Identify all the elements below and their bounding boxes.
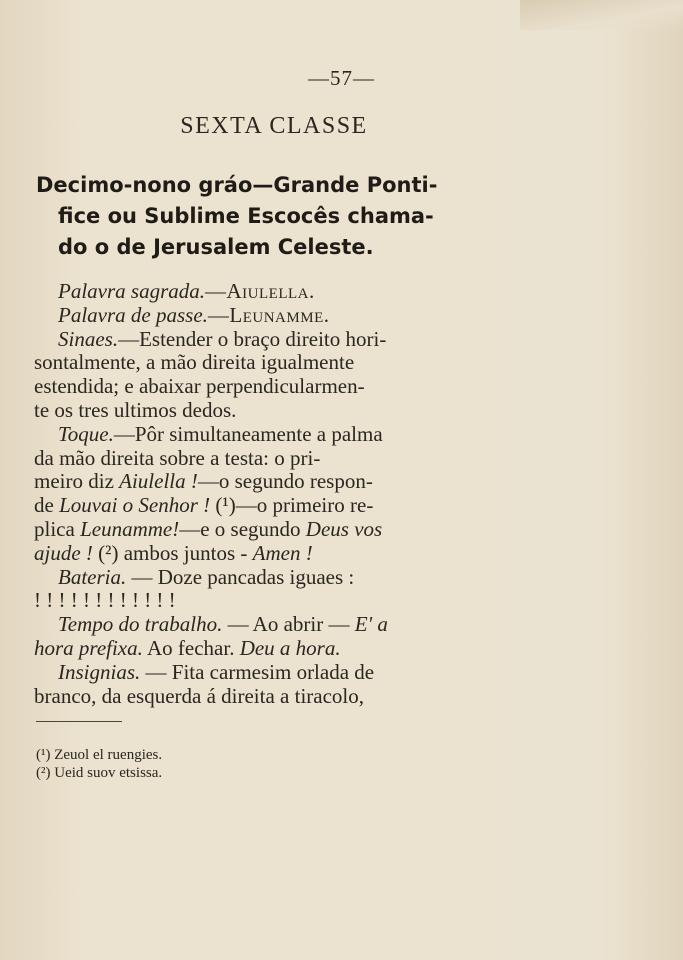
heading-line: do o de Jerusalem Celeste. (58, 235, 374, 259)
insignias-text: — Fita carmesim orlada de (140, 659, 375, 684)
toque-line (34, 542, 509, 566)
tempo-italic: hora prefixa. (34, 635, 143, 660)
section-title: SEXTA CLASSE (180, 113, 368, 139)
heading-line: fice ou Sublime Escocês chama- (58, 204, 434, 228)
insignias-label: Insignias. (58, 659, 141, 684)
palavra-passe-line (34, 304, 509, 328)
toque-text: ambos juntos - (118, 540, 253, 565)
bateria-label: Bateria. (58, 564, 127, 589)
footnote-divider (36, 721, 122, 722)
toque-line: da mão direita sobre a testa: o pri- (34, 445, 321, 470)
toque-label: Toque. (58, 421, 114, 446)
paper-fold (520, 0, 683, 30)
footnote-2: (²) Ueid suov etsissa. (36, 765, 163, 781)
toque-text: —e o segundo (179, 516, 306, 541)
toque-text: —o primeiro re- (235, 493, 374, 518)
palavra-sagrada-value: —Aiulella. (205, 279, 315, 303)
palavra-sagrada-line (34, 280, 509, 304)
palavra-passe-value: —Leunamme. (207, 302, 330, 327)
palavra-sagrada-label: Palavra sagrada. (58, 279, 205, 303)
tempo-label: Tempo do trabalho. (58, 612, 223, 637)
toque-line (34, 494, 509, 518)
sinaes-label: Sinaes. (58, 326, 119, 351)
toque-text: —Pôr simultaneamente a palma (113, 421, 383, 446)
tempo-text: Ao fechar. (142, 635, 240, 660)
body-text (34, 280, 509, 708)
sinaes-text: —Estender o braço direito hori- (118, 326, 387, 351)
footnotes (36, 746, 162, 782)
bateria-marks: ! ! ! ! ! ! ! ! ! ! ! ! (34, 588, 176, 613)
heading-line: Decimo-nono gráo—Grande Ponti- (36, 173, 438, 197)
toque-text: —o segundo respon- (197, 469, 373, 494)
degree-heading (36, 170, 514, 263)
sinaes-line (34, 328, 509, 352)
tempo-line (34, 613, 509, 637)
toque-text: de (34, 493, 60, 518)
insignias-line: branco, da esquerda á direita a tiracolo, (34, 683, 365, 708)
sinaes-line: sontalmente, a mão direita igualmente (34, 350, 355, 375)
tempo-text: — Ao abrir — (222, 612, 355, 637)
page-number: —57— (308, 66, 375, 90)
insignias-line (34, 661, 509, 685)
toque-line (34, 470, 509, 494)
footnote-ref: (²) (98, 540, 119, 565)
toque-italic: Aiulella ! (119, 469, 198, 494)
sinaes-line: te os tres ultimos dedos. (34, 397, 237, 422)
toque-italic: Deus vos (305, 516, 383, 541)
toque-text: plica (34, 516, 81, 541)
toque-line (34, 423, 509, 447)
palavra-passe-label: Palavra de passe. (58, 302, 208, 327)
footnote-1: (¹) Zeuol el ruengies. (36, 747, 163, 763)
bateria-line (34, 566, 509, 590)
toque-italic: ajude ! (34, 540, 93, 565)
toque-italic: Leunamme! (80, 516, 180, 541)
toque-line (34, 518, 509, 542)
toque-text: meiro diz (34, 469, 120, 494)
tempo-line (34, 637, 509, 661)
toque-italic: Louvai o Senhor ! (59, 493, 211, 518)
sinaes-line: estendida; e abaixar perpendicularmen- (34, 374, 365, 399)
toque-italic: Amen ! (252, 540, 313, 565)
tempo-italic: E' a (354, 612, 388, 637)
bateria-text: — Doze pancadas iguaes : (126, 564, 355, 589)
tempo-italic: Deu a hora. (239, 635, 341, 660)
footnote-ref: (¹) (215, 493, 236, 518)
